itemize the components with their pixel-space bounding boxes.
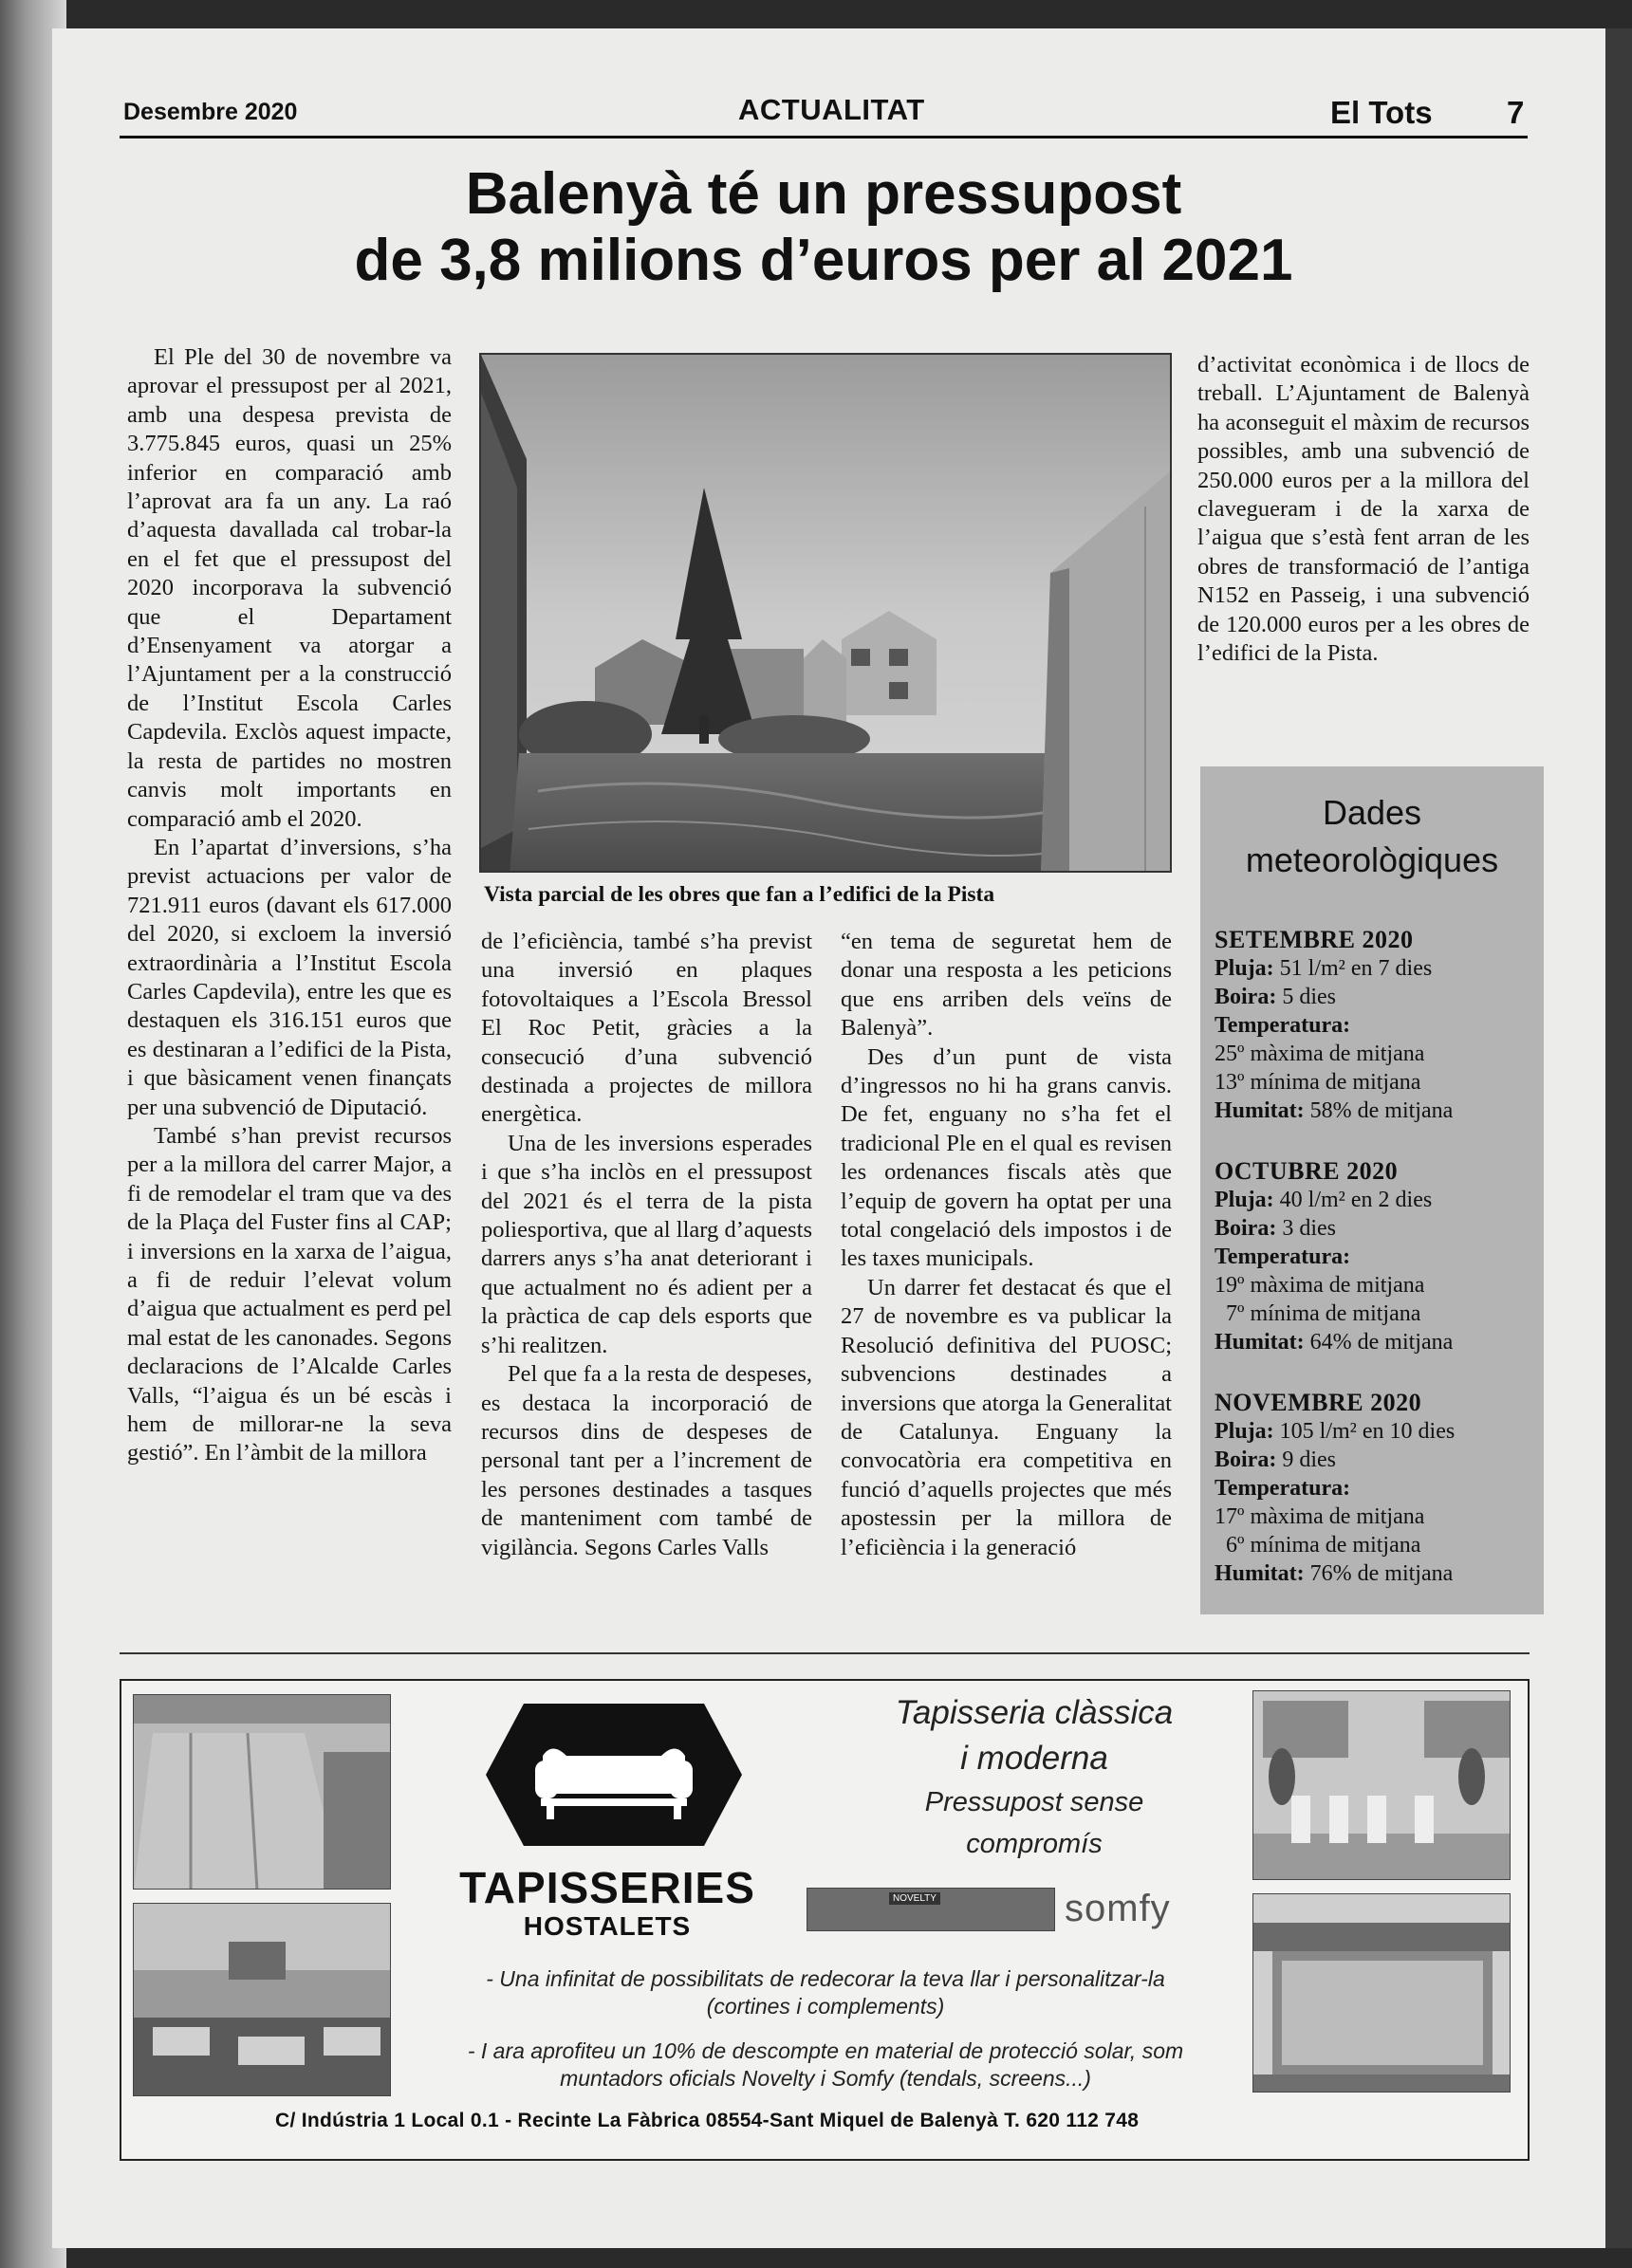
fog-value: 9 dies bbox=[1282, 1447, 1336, 1472]
ad-photo-awning bbox=[1252, 1893, 1511, 2093]
weather-title-line-2: meteorològiques bbox=[1245, 840, 1499, 879]
temp-max: 25º màxima de mitjana bbox=[1215, 1042, 1425, 1066]
paragraph: També s’han previst recursos per a la millora del carrer Major, a fi de remodelar el tram que va des de la Plaça del Fuster fins al CAP; i inversions en la xarxa de l’aigua, a fi de reduir l’elevat volum d’aigua que actualment es perd pel mal estat de les canonades. Segons declaracions de l’Alcalde Carles Valls, “l’aigua és un bé escàs i hem de millorar-ne la seva gestió”. En l’àmbit de la millora bbox=[127, 1122, 452, 1466]
brand-subname: HOSTALETS bbox=[523, 1911, 692, 1941]
temp-max: 19º màxima de mitjana bbox=[1215, 1273, 1425, 1298]
awning-photo-icon bbox=[1253, 1894, 1511, 2093]
temp-min: 7º mínima de mitjana bbox=[1226, 1301, 1421, 1326]
humidity-value: 64% de mitjana bbox=[1309, 1330, 1454, 1355]
sofa-icon bbox=[486, 1704, 742, 1846]
paragraph: El Ple del 30 de novembre va aprovar el pressupost per al 2021, amb una despesa prevista de 3.775.845 euros, quasi un 25% inferior en comparació amb l’aprovat ara fa un any. La raó d’aquesta davallada cal trobar-la en el fet que el pressupost del 2020 incorporava la subvenció que el Departament d’Ensenyament va atorgar a l’Ajuntament per a la construcció de l’Institut Escola Carles Capdevila. Exclòs aquest impacte, la resta de partides no mostren canvis molt importants en comparació amb el 2020. bbox=[127, 344, 452, 832]
ad-description-2 bbox=[417, 2038, 1233, 2093]
fog-label: Boira: bbox=[1215, 1447, 1277, 1472]
ad-description-1a: - Una infinitat de possibilitats de redecorar la teva llar i personalitzar-la bbox=[486, 1966, 1165, 1991]
paragraph: En l’apartat d’inversions, s’ha previst actuacions per valor de 721.911 euros (davant els 617.000 del 2020, si excloem la inversió extraordinària a l’Institut Escola Carles Capdevila), entre les que es destaquen els 316.151 euros que es destinaran a l’edifici de la Pista, i que bàsicament venen finançats per una subvenció de Diputació. bbox=[127, 834, 452, 1120]
rain-value: 40 l/m² en 2 dies bbox=[1279, 1188, 1433, 1212]
photo-caption: Vista parcial de les obres que fan a l’edifici de la Pista bbox=[484, 882, 995, 907]
slogan-line-4: compromís bbox=[966, 1829, 1103, 1859]
section-separator bbox=[120, 1652, 1530, 1654]
ad-address: C/ Indústria 1 Local 0.1 - Recinte La Fàbrica 08554-Sant Miquel de Balenyà T. 620 112 748 bbox=[275, 2110, 1140, 2131]
temp-max: 17º màxima de mitjana bbox=[1215, 1504, 1425, 1529]
article-column-3 bbox=[841, 928, 1172, 1625]
construction-site-photo bbox=[481, 355, 1172, 873]
rain-label: Pluja: bbox=[1215, 1419, 1274, 1444]
article-photo bbox=[479, 353, 1172, 873]
page-number: 7 bbox=[1507, 95, 1525, 130]
slogan-line-1: Tapisseria clàssica bbox=[895, 1694, 1174, 1731]
article-column-2 bbox=[481, 928, 812, 1625]
patio-photo-icon bbox=[1253, 1691, 1511, 1880]
weather-month-september bbox=[1215, 926, 1537, 1125]
article-column-4 bbox=[1197, 351, 1530, 732]
ad-description-1 bbox=[417, 1965, 1233, 2020]
temp-min: 13º mínima de mitjana bbox=[1215, 1070, 1421, 1095]
article-headline bbox=[120, 161, 1528, 294]
humidity-value: 76% de mitjana bbox=[1309, 1561, 1454, 1586]
weather-data-box bbox=[1200, 766, 1544, 1614]
restaurant-photo-icon bbox=[134, 1904, 391, 2096]
terrace-photo-icon bbox=[134, 1695, 391, 1890]
header-rule bbox=[120, 136, 1528, 138]
novelty-logo-text: NOVELTY bbox=[889, 1892, 940, 1905]
novelty-logo bbox=[807, 1888, 1055, 1931]
temperature-label: Temperatura: bbox=[1215, 1476, 1351, 1501]
fog-value: 5 dies bbox=[1282, 985, 1336, 1009]
paragraph: Una de les inversions esperades i que s’ha inclòs en el pressupost del 2021 és el terra de la pista poliesportiva, que al llarg d’aquests darrers anys s’ha anat deteriorant i que actualment no és adient per a la pràctica de cap dels esports que s’hi realitzen. bbox=[481, 1130, 812, 1358]
fog-label: Boira: bbox=[1215, 985, 1277, 1009]
brand-name: TAPISSERIES bbox=[459, 1863, 755, 1912]
fog-value: 3 dies bbox=[1282, 1216, 1336, 1241]
issue-date: Desembre 2020 bbox=[123, 99, 298, 125]
humidity-label: Humitat: bbox=[1215, 1561, 1305, 1586]
weather-title bbox=[1200, 789, 1544, 884]
humidity-label: Humitat: bbox=[1215, 1330, 1305, 1355]
rain-label: Pluja: bbox=[1215, 1188, 1274, 1212]
ad-description-2b: muntadors oficials Novelty i Somfy (tendals, screens...) bbox=[560, 2066, 1091, 2091]
weather-title-line-1: Dades bbox=[1322, 793, 1422, 832]
somfy-logo: somfy bbox=[1065, 1888, 1171, 1929]
ad-photo-patio-chairs bbox=[1252, 1690, 1511, 1880]
slogan-line-3: Pressupost sense bbox=[924, 1787, 1144, 1817]
paragraph: Un darrer fet destacat és que el 27 de novembre es va publicar la Resolució definitiva del PUOSC; subvencions destinades a inversions que atorga la Generalitat de Catalunya. Enguany la convocatòria era competitiva en funció d’aquells projectes que més apostessin per la millora de l’eficiència i la generació bbox=[841, 1274, 1172, 1560]
scan-right-edge bbox=[1605, 28, 1632, 2248]
month-name: OCTUBRE 2020 bbox=[1215, 1157, 1399, 1185]
month-name: NOVEMBRE 2020 bbox=[1215, 1389, 1422, 1416]
paragraph: “en tema de seguretat hem de donar una resposta a les peticions que ens arriben dels veïns de Balenyà”. bbox=[841, 929, 1172, 1042]
paragraph: Des d’un punt de vista d’ingressos no hi ha grans canvis. De fet, enguany no s’ha fet el tradicional Ple en el qual es revisen les ordenances fiscals atès que l’equip de govern ha optat per una total congelació dels impostos i de les taxes municipals. bbox=[841, 1043, 1172, 1272]
rain-value: 51 l/m² en 7 dies bbox=[1279, 956, 1433, 981]
temp-min: 6º mínima de mitjana bbox=[1226, 1533, 1421, 1558]
temperature-label: Temperatura: bbox=[1215, 1013, 1351, 1038]
ad-slogan bbox=[807, 1690, 1262, 1865]
paragraph: Pel que fa a la resta de despeses, es destaca la incorporació de recursos dins de despeses de personal tant per a l’increment de les persones destinades a tasques de manteniment com també de vigilància. Segons Carles Valls bbox=[481, 1361, 812, 1560]
section-title: ACTUALITAT bbox=[738, 93, 925, 126]
month-name: SETEMBRE 2020 bbox=[1215, 926, 1414, 953]
fog-label: Boira: bbox=[1215, 1216, 1277, 1241]
temperature-label: Temperatura: bbox=[1215, 1245, 1351, 1269]
rain-label: Pluja: bbox=[1215, 956, 1274, 981]
article-column-1 bbox=[127, 343, 452, 1626]
slogan-line-2: i moderna bbox=[960, 1740, 1108, 1777]
ad-photo-restaurant bbox=[133, 1903, 391, 2096]
paragraph: de l’eficiència, també s’ha previst una inversió en plaques fotovoltaiques a l’Escola Bressol El Roc Petit, gràcies a la consecució d’una subvenció destinada a projectes de millora energètica. bbox=[481, 929, 812, 1128]
brand-logo bbox=[417, 1863, 797, 1941]
weather-month-october bbox=[1215, 1157, 1537, 1356]
weather-month-november bbox=[1215, 1389, 1537, 1588]
ad-photo-terrace bbox=[133, 1694, 391, 1890]
ad-description-2a: - I ara aprofiteu un 10% de descompte en material de protecció solar, som bbox=[467, 2038, 1184, 2063]
humidity-value: 58% de mitjana bbox=[1309, 1098, 1454, 1123]
paragraph: d’activitat econòmica i de llocs de treball. L’Ajuntament de Balenyà ha aconseguit el màxim de recursos possibles, amb una subvenció de 250.000 euros per a la millora del clavegueram i de la xarxa de l’aigua que s’està fent arran de les obres de transformació de l’antiga N152 en Passeig, i una subvenció de 120.000 euros per a les obres de l’edifici de la Pista. bbox=[1197, 352, 1530, 667]
rain-value: 105 l/m² en 10 dies bbox=[1279, 1419, 1456, 1444]
headline-line-2: de 3,8 milions d’euros per al 2021 bbox=[354, 228, 1293, 293]
headline-line-1: Balenyà té un pressupost bbox=[465, 161, 1182, 227]
publication-name: El Tots bbox=[1330, 95, 1433, 130]
ad-description-1b: (cortines i complements) bbox=[706, 1994, 945, 2019]
humidity-label: Humitat: bbox=[1215, 1098, 1305, 1123]
